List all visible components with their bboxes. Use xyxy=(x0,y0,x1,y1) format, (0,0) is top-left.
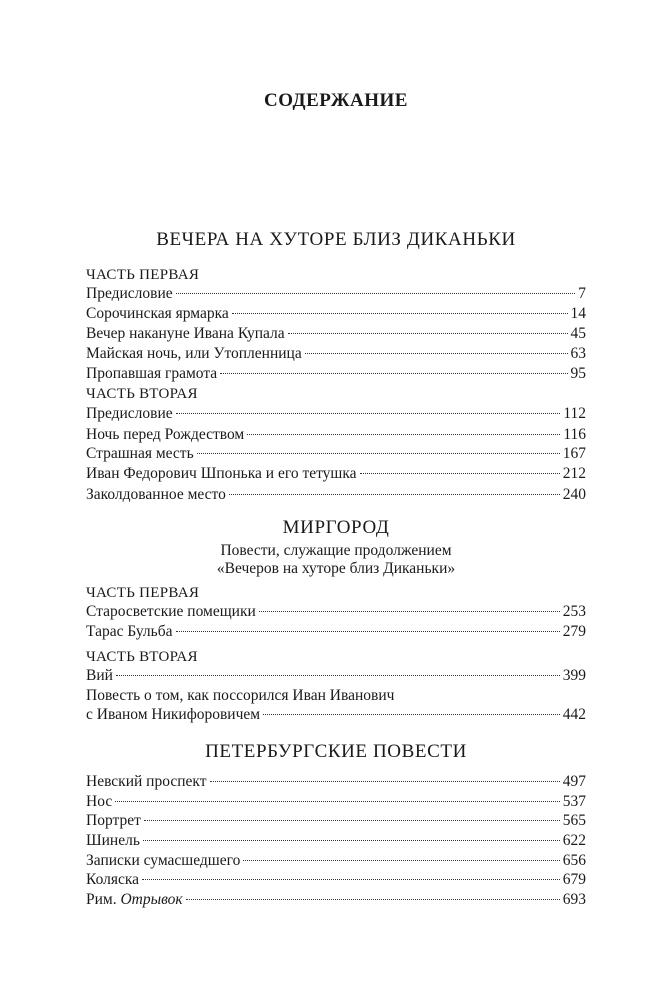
toc-entry[interactable] xyxy=(86,889,586,910)
entry-page: 622 xyxy=(562,832,586,849)
entry-title: Невский проспект xyxy=(86,773,207,790)
entry-page: 212 xyxy=(562,465,586,482)
entry-title-main: Рим. xyxy=(86,891,117,908)
entry-title: Ночь перед Рождеством xyxy=(86,426,245,443)
dot-leader xyxy=(142,879,560,880)
toc-entry[interactable] xyxy=(86,463,586,484)
part-heading: ЧАСТЬ ВТОРАЯ xyxy=(86,386,198,402)
entry-page: 693 xyxy=(562,891,586,908)
toc-entry[interactable] xyxy=(86,810,586,831)
entry-title: Вий xyxy=(86,667,113,684)
entry-page: 497 xyxy=(562,773,586,790)
dot-leader xyxy=(305,353,568,354)
entry-page: 442 xyxy=(562,706,586,723)
entry-title: Вечер накануне Ивана Купала xyxy=(86,325,285,342)
entry-title-line1[interactable]: Повесть о том, как поссорился Иван Иванович xyxy=(86,687,395,704)
dot-leader xyxy=(197,453,560,454)
toc-entry[interactable] xyxy=(86,704,586,725)
dot-leader xyxy=(143,840,560,841)
section-subtitle: Повести, служащие продолжением xyxy=(220,542,452,559)
section-title-petersburg: ПЕТЕРБУРГСКИЕ ПОВЕСТИ xyxy=(205,741,467,762)
entry-title xyxy=(86,889,183,910)
dot-leader xyxy=(144,820,560,821)
entry-title: Тарас Бульба xyxy=(86,623,173,640)
dot-leader xyxy=(243,860,559,861)
dot-leader xyxy=(115,801,560,802)
entry-page: 565 xyxy=(562,812,586,829)
dot-leader xyxy=(259,611,560,612)
entry-title: Предисловие xyxy=(86,285,173,302)
entry-page: 7 xyxy=(578,285,586,302)
dot-leader xyxy=(229,494,560,495)
toc-entry[interactable] xyxy=(86,830,586,851)
dot-leader xyxy=(176,413,561,414)
dot-leader xyxy=(176,631,560,632)
entry-page: 279 xyxy=(562,623,586,640)
entry-title: Нос xyxy=(86,793,113,810)
toc-entry[interactable] xyxy=(86,484,586,505)
toc-entry[interactable] xyxy=(86,424,586,445)
toc-entry[interactable] xyxy=(86,323,586,344)
entry-page: 63 xyxy=(570,345,586,362)
section-title-evenings: ВЕЧЕРА НА ХУТОРЕ БЛИЗ ДИКАНЬКИ xyxy=(156,229,516,250)
entry-page: 112 xyxy=(563,405,586,422)
entry-page: 240 xyxy=(562,486,586,503)
entry-page: 399 xyxy=(562,667,586,684)
entry-page: 167 xyxy=(562,445,586,462)
page-title: СОДЕРЖАНИЕ xyxy=(264,90,408,111)
entry-title: Записки сумасшедшего xyxy=(86,852,241,869)
toc-entry[interactable] xyxy=(86,363,586,384)
entry-page: 116 xyxy=(563,426,586,443)
entry-title: Страшная месть xyxy=(86,445,194,462)
dot-leader xyxy=(247,434,560,435)
dot-leader xyxy=(220,373,567,374)
toc-entry[interactable] xyxy=(86,303,586,324)
part-heading: ЧАСТЬ ПЕРВАЯ xyxy=(86,585,200,601)
entry-page: 679 xyxy=(562,871,586,888)
entry-title: с Иваном Никифоровичем xyxy=(86,706,261,723)
toc-entry[interactable] xyxy=(86,665,586,686)
toc-entry[interactable] xyxy=(86,601,586,622)
part-heading: ЧАСТЬ ВТОРАЯ xyxy=(86,649,198,665)
entry-title-subtext: Отрывок xyxy=(120,891,183,908)
entry-title: Заколдованное место xyxy=(86,486,226,503)
entry-title: Шинель xyxy=(86,832,140,849)
dot-leader xyxy=(263,714,560,715)
entry-page: 253 xyxy=(562,603,586,620)
toc-entry[interactable] xyxy=(86,443,586,464)
toc-entry[interactable] xyxy=(86,283,586,304)
entry-page: 45 xyxy=(570,325,586,342)
toc-entry[interactable] xyxy=(86,869,586,890)
toc-entry[interactable] xyxy=(86,621,586,642)
entry-page: 14 xyxy=(570,305,586,322)
dot-leader xyxy=(176,293,576,294)
section-title-mirgorod: МИРГОРОД xyxy=(282,517,390,538)
entry-title: Майская ночь, или Утопленница xyxy=(86,345,302,362)
entry-title: Пропавшая грамота xyxy=(86,365,218,382)
entry-title: Коляска xyxy=(86,871,140,888)
dot-leader xyxy=(116,675,560,676)
entry-title: Иван Федорович Шпонька и его тетушка xyxy=(86,465,357,482)
entry-title: Сорочинская ярмарка xyxy=(86,305,229,322)
dot-leader xyxy=(210,781,560,782)
part-heading: ЧАСТЬ ПЕРВАЯ xyxy=(86,267,200,283)
entry-title: Предисловие xyxy=(86,405,173,422)
toc-entry[interactable] xyxy=(86,403,586,424)
dot-leader xyxy=(288,333,568,334)
entry-page: 656 xyxy=(562,852,586,869)
toc-entry[interactable] xyxy=(86,791,586,812)
toc-entry[interactable] xyxy=(86,771,586,792)
entry-page: 95 xyxy=(570,365,586,382)
dot-leader xyxy=(360,473,560,474)
dot-leader xyxy=(186,899,560,900)
section-subtitle: «Вечеров на хуторе близ Диканьки» xyxy=(216,560,456,577)
entry-page: 537 xyxy=(562,793,586,810)
entry-title: Портрет xyxy=(86,812,141,829)
dot-leader xyxy=(232,313,568,314)
entry-title: Старосветские помещики xyxy=(86,603,256,620)
toc-entry[interactable] xyxy=(86,343,586,364)
toc-entry[interactable] xyxy=(86,850,586,871)
